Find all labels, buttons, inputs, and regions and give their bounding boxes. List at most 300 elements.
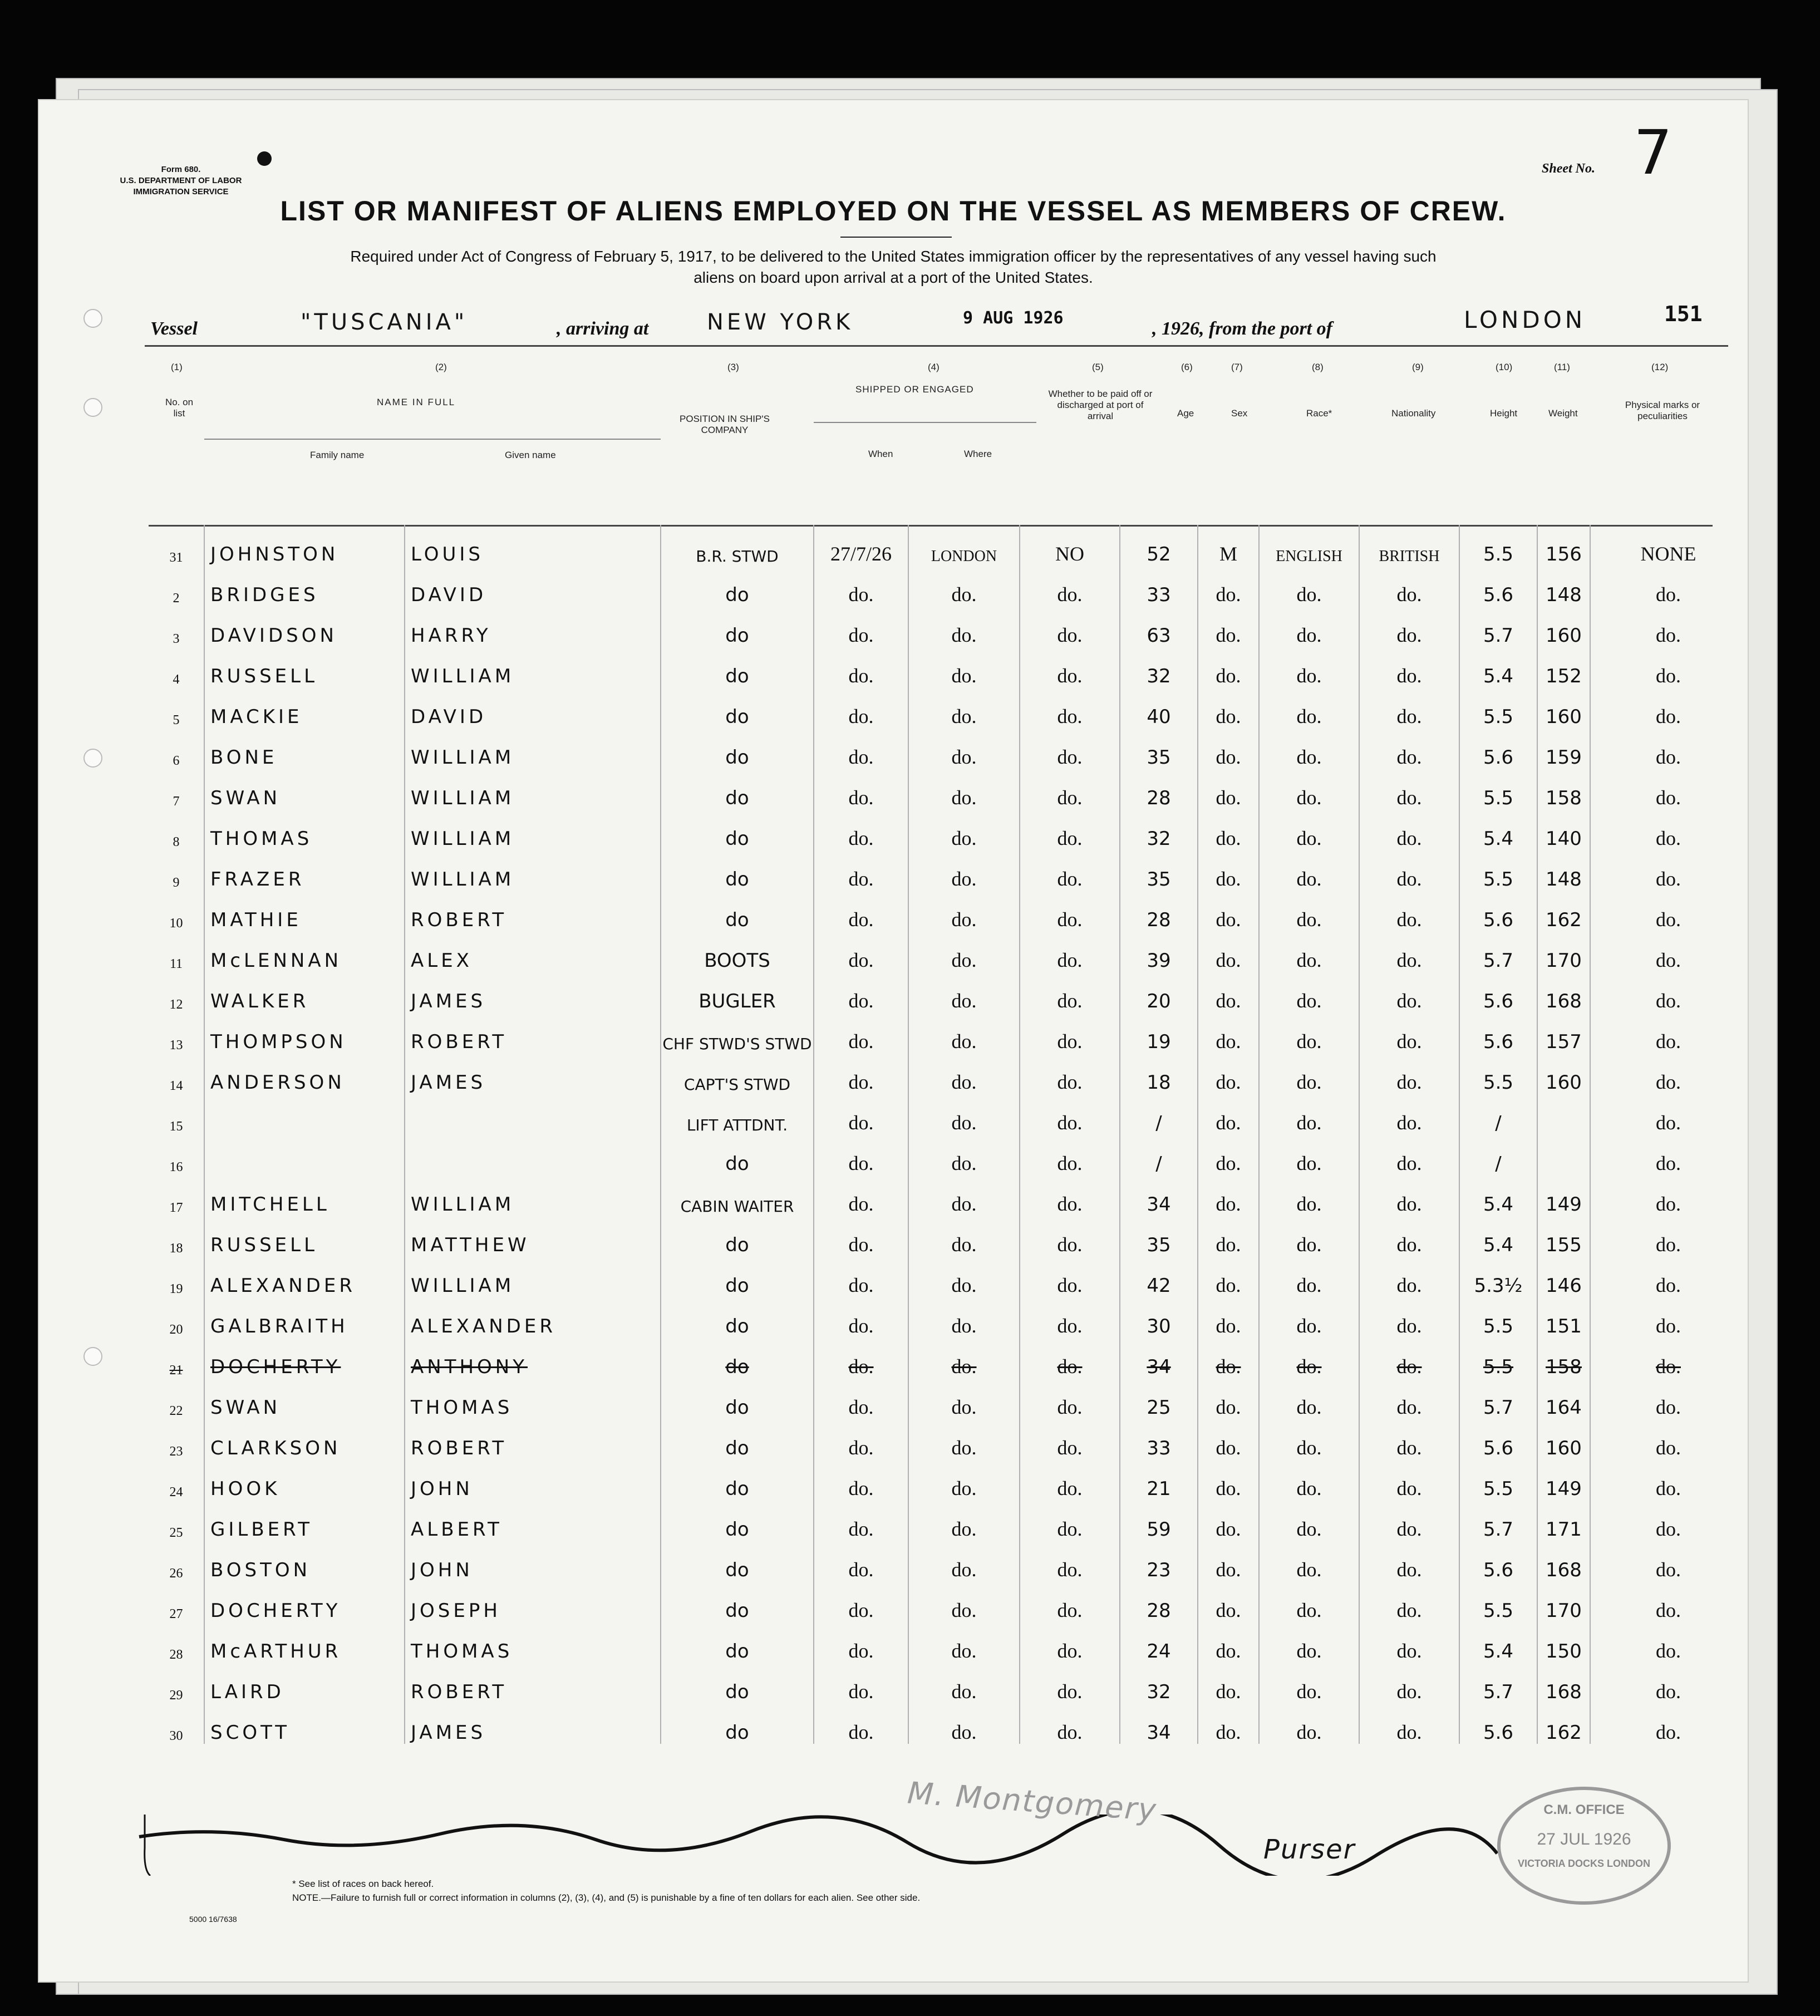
cell-row-number: 21 — [169, 1363, 183, 1378]
table-row — [149, 1216, 1746, 1256]
cell-physical-marks: do. — [1590, 687, 1746, 728]
closing-line — [128, 1815, 1575, 1876]
cell-position: CAPT'S STWD — [661, 1053, 814, 1094]
cell-given-name: JOHN — [405, 1541, 661, 1581]
cell-shipped-where: do. — [908, 1581, 1020, 1622]
cell-paid-off: do. — [1020, 1663, 1120, 1703]
cell-physical-marks: do. — [1590, 1053, 1746, 1094]
table-row — [149, 1581, 1746, 1622]
table-row — [149, 809, 1746, 850]
cell-height: / — [1459, 1134, 1537, 1175]
cell-family-name: GALBRAITH — [204, 1297, 405, 1338]
cell-family-name: DAVIDSON — [204, 606, 405, 647]
cell-age: 21 — [1120, 1459, 1198, 1500]
cell-paid-off: do. — [1020, 1703, 1120, 1744]
cell-position: do — [661, 809, 814, 850]
table-row — [149, 891, 1746, 931]
cell-sex: do. — [1198, 606, 1259, 647]
cell-row-number: 23 — [169, 1444, 183, 1459]
cell-age: 33 — [1120, 1419, 1198, 1459]
cell-weight: 168 — [1537, 1663, 1590, 1703]
cell-race: do. — [1259, 1419, 1359, 1459]
cell-row-number: 20 — [169, 1322, 183, 1337]
col5-label: Whether to be paid off or discharged at port of arrival — [1048, 389, 1153, 421]
cell-family-name: SWAN — [204, 1378, 405, 1419]
cell-physical-marks: do. — [1590, 566, 1746, 606]
cell-row-number: 9 — [173, 876, 180, 890]
cell-weight: 156 — [1537, 525, 1590, 566]
cell-paid-off: do. — [1020, 1378, 1120, 1419]
form-identifier — [109, 164, 253, 198]
cell-age: 42 — [1120, 1256, 1198, 1297]
cell-shipped-when: do. — [814, 1378, 908, 1419]
col8-num: (8) — [1312, 362, 1324, 372]
col11-num: (11) — [1554, 362, 1570, 372]
cell-shipped-when: do. — [814, 1216, 908, 1256]
cell-physical-marks: do. — [1590, 728, 1746, 769]
year-and-from-label: , 1926, from the port of — [1152, 318, 1332, 339]
cell-shipped-when: do. — [814, 1094, 908, 1134]
cell-given-name: THOMAS — [405, 1378, 661, 1419]
cell-shipped-when: do. — [814, 647, 908, 687]
sheet-number: 7 — [1634, 117, 1673, 188]
cell-nationality: do. — [1359, 1256, 1459, 1297]
cell-shipped-where: do. — [908, 647, 1020, 687]
cell-physical-marks: do. — [1590, 1297, 1746, 1338]
cell-given-name: WILLIAM — [405, 1175, 661, 1216]
cell-physical-marks: do. — [1590, 1419, 1746, 1459]
footnote-races: * See list of races on back hereof. — [292, 1879, 434, 1889]
cell-position: do — [661, 1338, 814, 1378]
cell-height: 5.5 — [1459, 525, 1537, 566]
cell-family-name: SCOTT — [204, 1703, 405, 1744]
table-row — [149, 1297, 1746, 1338]
cell-nationality: do. — [1359, 1134, 1459, 1175]
cell-row-number: 14 — [169, 1079, 183, 1093]
cell-row-number: 3 — [173, 632, 180, 646]
cell-nationality: do. — [1359, 647, 1459, 687]
cell-shipped-where: do. — [908, 1297, 1020, 1338]
cell-age: 35 — [1120, 850, 1198, 891]
cell-given-name: LOUIS — [405, 525, 661, 566]
cell-row-number: 11 — [169, 957, 183, 971]
cell-position: do — [661, 891, 814, 931]
cell-nationality: do. — [1359, 1703, 1459, 1744]
cell-sex: do. — [1198, 1012, 1259, 1053]
form-number: Form 680. — [161, 165, 201, 174]
cell-physical-marks: do. — [1590, 1338, 1746, 1378]
cell-position: do — [661, 1500, 814, 1541]
cell-family-name: ALEXANDER — [204, 1256, 405, 1297]
cell-given-name: ROBERT — [405, 1419, 661, 1459]
cell-race: do. — [1259, 1622, 1359, 1663]
cell-position: do — [661, 1703, 814, 1744]
cell-paid-off: do. — [1020, 769, 1120, 809]
cell-height: 5.7 — [1459, 1663, 1537, 1703]
cell-sex: do. — [1198, 1541, 1259, 1581]
signature: M. Montgomery — [906, 1775, 1158, 1828]
cell-physical-marks: do. — [1590, 1012, 1746, 1053]
cell-height: 5.5 — [1459, 850, 1537, 891]
cell-height: 5.4 — [1459, 647, 1537, 687]
cell-nationality: do. — [1359, 1581, 1459, 1622]
cell-shipped-when: do. — [814, 1581, 908, 1622]
crew-table — [149, 355, 1746, 1744]
cell-given-name: MATTHEW — [405, 1216, 661, 1256]
cell-physical-marks: do. — [1590, 1134, 1746, 1175]
cell-paid-off: do. — [1020, 1419, 1120, 1459]
cell-physical-marks: do. — [1590, 1622, 1746, 1663]
cell-age: 33 — [1120, 566, 1198, 606]
cell-paid-off: do. — [1020, 850, 1120, 891]
cell-paid-off: do. — [1020, 1622, 1120, 1663]
col10-label: Height — [1490, 408, 1518, 419]
stamp-bottom-text: VICTORIA DOCKS LONDON — [1517, 1858, 1650, 1869]
cell-shipped-when: do. — [814, 566, 908, 606]
cell-family-name — [204, 1094, 405, 1134]
cell-age: 34 — [1120, 1338, 1198, 1378]
cell-position: B.R. STWD — [661, 525, 814, 566]
cell-height: 5.4 — [1459, 1175, 1537, 1216]
cell-race: do. — [1259, 1134, 1359, 1175]
cell-sex: do. — [1198, 1663, 1259, 1703]
cell-age: 32 — [1120, 1663, 1198, 1703]
cell-shipped-where: do. — [908, 1012, 1020, 1053]
cell-family-name: JOHNSTON — [204, 525, 405, 566]
subtitle — [39, 246, 1748, 288]
cell-age: 52 — [1120, 525, 1198, 566]
cell-race: do. — [1259, 1053, 1359, 1094]
cell-physical-marks: do. — [1590, 1256, 1746, 1297]
cell-race: do. — [1259, 1378, 1359, 1419]
cell-sex: do. — [1198, 1175, 1259, 1216]
cell-weight: 149 — [1537, 1175, 1590, 1216]
cell-position: do — [661, 1216, 814, 1256]
table-row — [149, 687, 1746, 728]
cell-position: CABIN WAITER — [661, 1175, 814, 1216]
cell-nationality: do. — [1359, 1419, 1459, 1459]
cell-shipped-when: do. — [814, 1256, 908, 1297]
cell-race: do. — [1259, 1175, 1359, 1216]
cell-weight: 162 — [1537, 891, 1590, 931]
cell-age: 18 — [1120, 1053, 1198, 1094]
cell-shipped-when: 27/7/26 — [814, 525, 908, 566]
cell-shipped-where: do. — [908, 1541, 1020, 1581]
cell-given-name: WILLIAM — [405, 647, 661, 687]
cell-sex: do. — [1198, 931, 1259, 972]
cell-height: 5.5 — [1459, 687, 1537, 728]
col4-where: Where — [964, 449, 992, 459]
cell-physical-marks: do. — [1590, 1459, 1746, 1500]
cell-sex: do. — [1198, 1256, 1259, 1297]
cell-shipped-where: do. — [908, 1500, 1020, 1541]
cell-height: 5.5 — [1459, 1053, 1537, 1094]
cell-paid-off: do. — [1020, 606, 1120, 647]
cell-position: do — [661, 647, 814, 687]
cell-given-name: HARRY — [405, 606, 661, 647]
col6-num: (6) — [1181, 362, 1193, 372]
cell-race: do. — [1259, 1338, 1359, 1378]
cell-family-name: SWAN — [204, 769, 405, 809]
cell-shipped-when: do. — [814, 891, 908, 931]
table-row — [149, 1500, 1746, 1541]
table-row — [149, 566, 1746, 606]
cell-family-name: WALKER — [204, 972, 405, 1012]
col12-num: (12) — [1651, 362, 1669, 372]
cell-position: do — [661, 1419, 814, 1459]
cell-family-name: ANDERSON — [204, 1053, 405, 1094]
cell-family-name: BOSTON — [204, 1541, 405, 1581]
stamp-date: 27 JUL 1926 — [1537, 1830, 1631, 1848]
cell-row-number: 26 — [169, 1566, 183, 1581]
col1-num: (1) — [171, 362, 183, 372]
col12-label: Physical marks or peculiarities — [1625, 400, 1700, 421]
cell-family-name: McARTHUR — [204, 1622, 405, 1663]
cell-sex: do. — [1198, 1581, 1259, 1622]
cell-nationality: do. — [1359, 1459, 1459, 1500]
footnote-note: NOTE.—Failure to furnish full or correct information in columns (2), (3), (4), and (5) is punishable by a fine of ten dollars for each alien. See other side. — [292, 1892, 921, 1903]
cell-family-name: CLARKSON — [204, 1419, 405, 1459]
cell-sex: do. — [1198, 1297, 1259, 1338]
cell-age: 63 — [1120, 606, 1198, 647]
cell-shipped-where: do. — [908, 1053, 1020, 1094]
cell-age: 30 — [1120, 1297, 1198, 1338]
cell-height: 5.5 — [1459, 1459, 1537, 1500]
cell-shipped-where: do. — [908, 1622, 1020, 1663]
cell-physical-marks: do. — [1590, 1541, 1746, 1581]
cell-sex: do. — [1198, 972, 1259, 1012]
cell-given-name: JOSEPH — [405, 1581, 661, 1622]
cell-paid-off: do. — [1020, 687, 1120, 728]
cell-age: 20 — [1120, 972, 1198, 1012]
col4-label: SHIPPED OR ENGAGED — [855, 384, 974, 395]
cell-age: 35 — [1120, 1216, 1198, 1256]
cell-position: do — [661, 1256, 814, 1297]
cell-weight: 140 — [1537, 809, 1590, 850]
cell-sex: do. — [1198, 1459, 1259, 1500]
cell-weight: 148 — [1537, 566, 1590, 606]
cell-row-number: 4 — [173, 672, 180, 687]
page-title: LIST OR MANIFEST OF ALIENS EMPLOYED ON THE VESSEL AS MEMBERS OF CREW. — [280, 195, 1507, 227]
cell-paid-off: do. — [1020, 1175, 1120, 1216]
cell-family-name: DOCHERTY — [204, 1581, 405, 1622]
cell-weight: 164 — [1537, 1378, 1590, 1419]
cell-height: 5.6 — [1459, 1541, 1537, 1581]
cell-paid-off: do. — [1020, 1500, 1120, 1541]
cell-row-number: 30 — [169, 1729, 183, 1743]
cell-weight: 162 — [1537, 1703, 1590, 1744]
cell-shipped-when: do. — [814, 728, 908, 769]
cell-shipped-when: do. — [814, 687, 908, 728]
vessel-label: Vessel — [150, 318, 198, 339]
cell-physical-marks: do. — [1590, 850, 1746, 891]
cell-position: do — [661, 850, 814, 891]
cell-sex: do. — [1198, 1134, 1259, 1175]
cell-physical-marks: do. — [1590, 1500, 1746, 1541]
ink-dot — [257, 151, 272, 166]
cell-shipped-where: do. — [908, 1338, 1020, 1378]
cell-position: do — [661, 1297, 814, 1338]
col5-num: (5) — [1092, 362, 1104, 372]
cell-row-number: 8 — [173, 835, 180, 849]
cell-nationality: do. — [1359, 931, 1459, 972]
cell-height: 5.4 — [1459, 1216, 1537, 1256]
cell-weight: 151 — [1537, 1297, 1590, 1338]
cell-physical-marks: NONE — [1590, 525, 1746, 566]
cell-race: do. — [1259, 1581, 1359, 1622]
cell-paid-off: do. — [1020, 566, 1120, 606]
cell-row-number: 22 — [169, 1404, 183, 1418]
cell-nationality: do. — [1359, 728, 1459, 769]
arriving-port: NEW YORK — [707, 309, 854, 335]
cell-race: do. — [1259, 1216, 1359, 1256]
cell-race: do. — [1259, 1094, 1359, 1134]
vessel-line-rule — [145, 345, 1728, 347]
cell-nationality: do. — [1359, 1297, 1459, 1338]
cell-weight: 159 — [1537, 728, 1590, 769]
cell-family-name: RUSSELL — [204, 1216, 405, 1256]
table-row — [149, 1703, 1746, 1744]
cell-shipped-when: do. — [814, 1012, 908, 1053]
cell-age: 32 — [1120, 809, 1198, 850]
cell-shipped-when: do. — [814, 1663, 908, 1703]
cell-shipped-where: do. — [908, 1175, 1020, 1216]
cell-row-number: 18 — [169, 1241, 183, 1256]
cell-given-name: THOMAS — [405, 1622, 661, 1663]
cell-sex: do. — [1198, 687, 1259, 728]
cell-height: / — [1459, 1094, 1537, 1134]
cell-family-name: McLENNAN — [204, 931, 405, 972]
table-row — [149, 1622, 1746, 1663]
cell-height: 5.5 — [1459, 769, 1537, 809]
cell-family-name: BRIDGES — [204, 566, 405, 606]
cell-position: do — [661, 1663, 814, 1703]
cell-weight: 157 — [1537, 1012, 1590, 1053]
col4-when: When — [868, 449, 893, 459]
cell-physical-marks: do. — [1590, 1094, 1746, 1134]
cell-shipped-where: do. — [908, 891, 1020, 931]
cell-shipped-where: do. — [908, 1094, 1020, 1134]
cell-weight: 160 — [1537, 1053, 1590, 1094]
cell-race: do. — [1259, 566, 1359, 606]
cell-given-name — [405, 1094, 661, 1134]
cell-shipped-when: do. — [814, 1703, 908, 1744]
cell-height: 5.3½ — [1459, 1256, 1537, 1297]
cell-age: 34 — [1120, 1703, 1198, 1744]
cell-position: CHF STWD'S STWD — [661, 1012, 814, 1053]
cell-nationality: do. — [1359, 1216, 1459, 1256]
cell-shipped-where: do. — [908, 1256, 1020, 1297]
cell-race: do. — [1259, 850, 1359, 891]
table-row — [149, 1541, 1746, 1581]
cell-row-number: 25 — [169, 1526, 183, 1540]
table-row — [149, 931, 1746, 972]
cell-sex: do. — [1198, 1419, 1259, 1459]
cell-race: do. — [1259, 647, 1359, 687]
table-row — [149, 606, 1746, 647]
cell-row-number: 12 — [169, 997, 183, 1012]
cell-weight: 155 — [1537, 1216, 1590, 1256]
cell-position: do — [661, 728, 814, 769]
col9-num: (9) — [1412, 362, 1424, 372]
cell-height: 5.5 — [1459, 1297, 1537, 1338]
cell-paid-off: do. — [1020, 728, 1120, 769]
cell-race: do. — [1259, 1012, 1359, 1053]
cell-age: 28 — [1120, 1581, 1198, 1622]
cell-age: / — [1120, 1134, 1198, 1175]
cell-shipped-when: do. — [814, 931, 908, 972]
cell-paid-off: do. — [1020, 931, 1120, 972]
cell-position: do — [661, 687, 814, 728]
cell-shipped-when: do. — [814, 809, 908, 850]
cell-height: 5.5 — [1459, 1581, 1537, 1622]
cell-physical-marks: do. — [1590, 1663, 1746, 1703]
manifest-page — [39, 100, 1748, 1981]
cell-shipped-where: do. — [908, 606, 1020, 647]
arrival-date-stamp: 9 AUG 1926 — [963, 308, 1064, 328]
cell-row-number: 7 — [173, 794, 180, 809]
table-row — [149, 1338, 1746, 1378]
col7-label: Sex — [1231, 408, 1248, 419]
col2-given: Given name — [505, 450, 556, 460]
cell-row-number: 10 — [169, 916, 183, 931]
table-row — [149, 1134, 1746, 1175]
cell-weight: 149 — [1537, 1459, 1590, 1500]
cell-given-name: JAMES — [405, 1053, 661, 1094]
cell-paid-off: do. — [1020, 647, 1120, 687]
cell-shipped-when: do. — [814, 1338, 908, 1378]
table-row — [149, 1053, 1746, 1094]
arriving-label: , arriving at — [557, 318, 649, 339]
cell-nationality: do. — [1359, 1500, 1459, 1541]
cell-nationality: do. — [1359, 1541, 1459, 1581]
col2-family: Family name — [310, 450, 365, 460]
cell-height: 5.7 — [1459, 606, 1537, 647]
cell-nationality: do. — [1359, 1622, 1459, 1663]
table-row — [149, 1419, 1746, 1459]
table-row — [149, 1012, 1746, 1053]
cell-race: do. — [1259, 809, 1359, 850]
cell-weight: 158 — [1537, 769, 1590, 809]
cell-paid-off: do. — [1020, 891, 1120, 931]
cell-paid-off: do. — [1020, 1338, 1120, 1378]
cell-race: do. — [1259, 1256, 1359, 1297]
cell-row-number: 31 — [169, 550, 183, 565]
cell-position: do — [661, 1581, 814, 1622]
col2-label: NAME IN FULL — [377, 397, 456, 407]
cell-position: do — [661, 606, 814, 647]
cell-nationality: do. — [1359, 1338, 1459, 1378]
cell-position: do — [661, 769, 814, 809]
cell-weight: 168 — [1537, 972, 1590, 1012]
cell-paid-off: do. — [1020, 972, 1120, 1012]
cell-position: BOOTS — [661, 931, 814, 972]
cell-position: do — [661, 1459, 814, 1500]
sheet-number-block — [1542, 117, 1725, 189]
cell-row-number: 13 — [169, 1038, 183, 1053]
cell-position: do — [661, 566, 814, 606]
cell-paid-off: do. — [1020, 1053, 1120, 1094]
cell-row-number: 29 — [169, 1688, 183, 1703]
cell-row-number: 27 — [169, 1607, 183, 1621]
cell-age: 25 — [1120, 1378, 1198, 1419]
cell-row-number: 19 — [169, 1282, 183, 1296]
cell-given-name: WILLIAM — [405, 850, 661, 891]
table-row — [149, 1094, 1746, 1134]
cell-race: do. — [1259, 1500, 1359, 1541]
cell-sex: do. — [1198, 1053, 1259, 1094]
cell-weight: 150 — [1537, 1622, 1590, 1663]
